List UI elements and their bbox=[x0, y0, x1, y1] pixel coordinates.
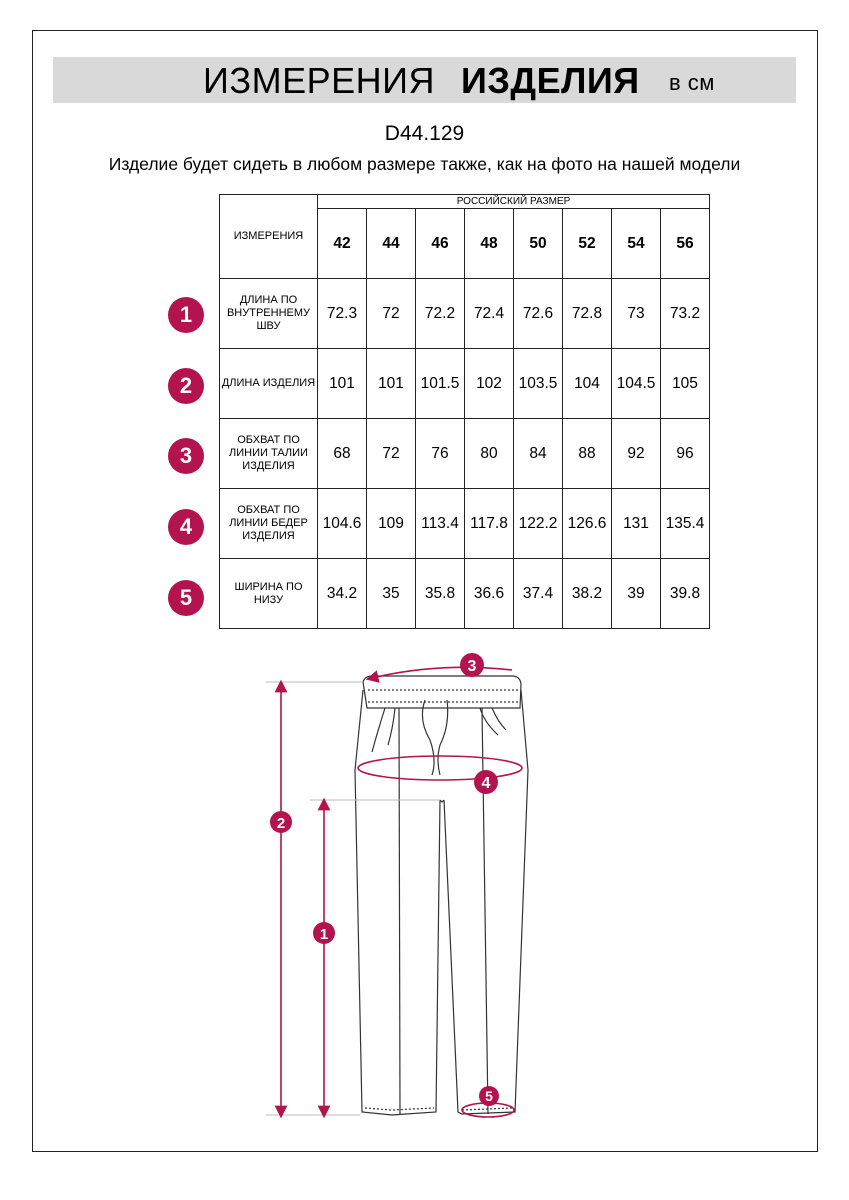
measurement-value: 131 bbox=[612, 489, 661, 559]
measurement-value: 92 bbox=[612, 419, 661, 489]
size-header: 54 bbox=[612, 209, 661, 279]
measurement-value: 102 bbox=[465, 349, 514, 419]
measurement-value: 101 bbox=[318, 349, 367, 419]
size-header: 48 bbox=[465, 209, 514, 279]
measurement-value: 126.6 bbox=[563, 489, 612, 559]
diagram-markers bbox=[270, 653, 499, 1106]
fit-note: Изделие будет сидеть в любом размере также, как на фото на нашей модели bbox=[108, 154, 741, 174]
measurement-label: ОБХВАТ ПО ЛИНИИ БЕДЕР ИЗДЕЛИЯ bbox=[220, 489, 318, 559]
measurement-value: 72.2 bbox=[416, 279, 465, 349]
title-garment: ИЗДЕЛИЯ bbox=[461, 60, 640, 101]
measurement-value: 104.6 bbox=[318, 489, 367, 559]
unit-label: в см bbox=[669, 70, 715, 95]
measure-lines bbox=[266, 667, 522, 1117]
measurement-value: 72.6 bbox=[514, 279, 563, 349]
measurement-value: 72 bbox=[367, 279, 416, 349]
measurement-label: ШИРИНА ПО НИЗУ bbox=[220, 559, 318, 629]
measurement-value: 37.4 bbox=[514, 559, 563, 629]
diagram-marker-2: 2 bbox=[276, 815, 286, 832]
measurement-value: 68 bbox=[318, 419, 367, 489]
measurement-value: 76 bbox=[416, 419, 465, 489]
measurement-value: 113.4 bbox=[416, 489, 465, 559]
measurement-value: 96 bbox=[661, 419, 710, 489]
measurement-value: 34.2 bbox=[318, 559, 367, 629]
measurement-value: 84 bbox=[514, 419, 563, 489]
size-header: 46 bbox=[416, 209, 465, 279]
row-marker-5: 5 bbox=[168, 580, 204, 616]
measurement-value: 104.5 bbox=[612, 349, 661, 419]
measurement-value: 35 bbox=[367, 559, 416, 629]
measurement-value: 73.2 bbox=[661, 279, 710, 349]
measurement-value: 88 bbox=[563, 419, 612, 489]
diagram-marker-4: 4 bbox=[481, 775, 491, 792]
measurement-value: 105 bbox=[661, 349, 710, 419]
measurement-label: ДЛИНА ИЗДЕЛИЯ bbox=[220, 349, 318, 419]
measurement-value: 72.3 bbox=[318, 279, 367, 349]
size-header: 52 bbox=[563, 209, 612, 279]
article-number: D44.129 bbox=[384, 122, 465, 145]
measurement-value: 135.4 bbox=[661, 489, 710, 559]
measurement-value: 73 bbox=[612, 279, 661, 349]
measurement-value: 72 bbox=[367, 419, 416, 489]
measurement-value: 38.2 bbox=[563, 559, 612, 629]
size-header: 44 bbox=[367, 209, 416, 279]
size-header: 50 bbox=[514, 209, 563, 279]
measurement-value: 72.8 bbox=[563, 279, 612, 349]
measurement-value: 72.4 bbox=[465, 279, 514, 349]
measurement-value: 39.8 bbox=[661, 559, 710, 629]
measurement-value: 101 bbox=[367, 349, 416, 419]
measurement-value: 117.8 bbox=[465, 489, 514, 559]
measurement-value: 104 bbox=[563, 349, 612, 419]
size-header: 56 bbox=[661, 209, 710, 279]
row-marker-1: 1 bbox=[168, 297, 204, 333]
row-marker-4: 4 bbox=[168, 509, 204, 545]
measure-header: ИЗМЕРЕНИЯ bbox=[220, 195, 318, 279]
row-marker-3: 3 bbox=[168, 438, 204, 474]
diagram-marker-3: 3 bbox=[467, 658, 477, 675]
size-group-header: РОССИЙСКИЙ РАЗМЕР bbox=[318, 195, 710, 209]
measurement-value: 109 bbox=[367, 489, 416, 559]
measurement-value: 36.6 bbox=[465, 559, 514, 629]
measurement-value: 39 bbox=[612, 559, 661, 629]
diagram-marker-1: 1 bbox=[319, 926, 329, 943]
measurement-value: 122.2 bbox=[514, 489, 563, 559]
measurement-value: 80 bbox=[465, 419, 514, 489]
row-marker-2: 2 bbox=[168, 368, 204, 404]
pants-outline bbox=[355, 676, 528, 1115]
size-header: 42 bbox=[318, 209, 367, 279]
measurement-value: 101.5 bbox=[416, 349, 465, 419]
measurement-label: ОБХВАТ ПО ЛИНИИ ТАЛИИ ИЗДЕЛИЯ bbox=[220, 419, 318, 489]
measurement-value: 35.8 bbox=[416, 559, 465, 629]
measurement-value: 103.5 bbox=[514, 349, 563, 419]
diagram-marker-5: 5 bbox=[485, 1088, 493, 1104]
measurement-label: ДЛИНА ПО ВНУТРЕННЕМУ ШВУ bbox=[220, 279, 318, 349]
title-measurements: ИЗМЕРЕНИЯ bbox=[203, 60, 436, 101]
